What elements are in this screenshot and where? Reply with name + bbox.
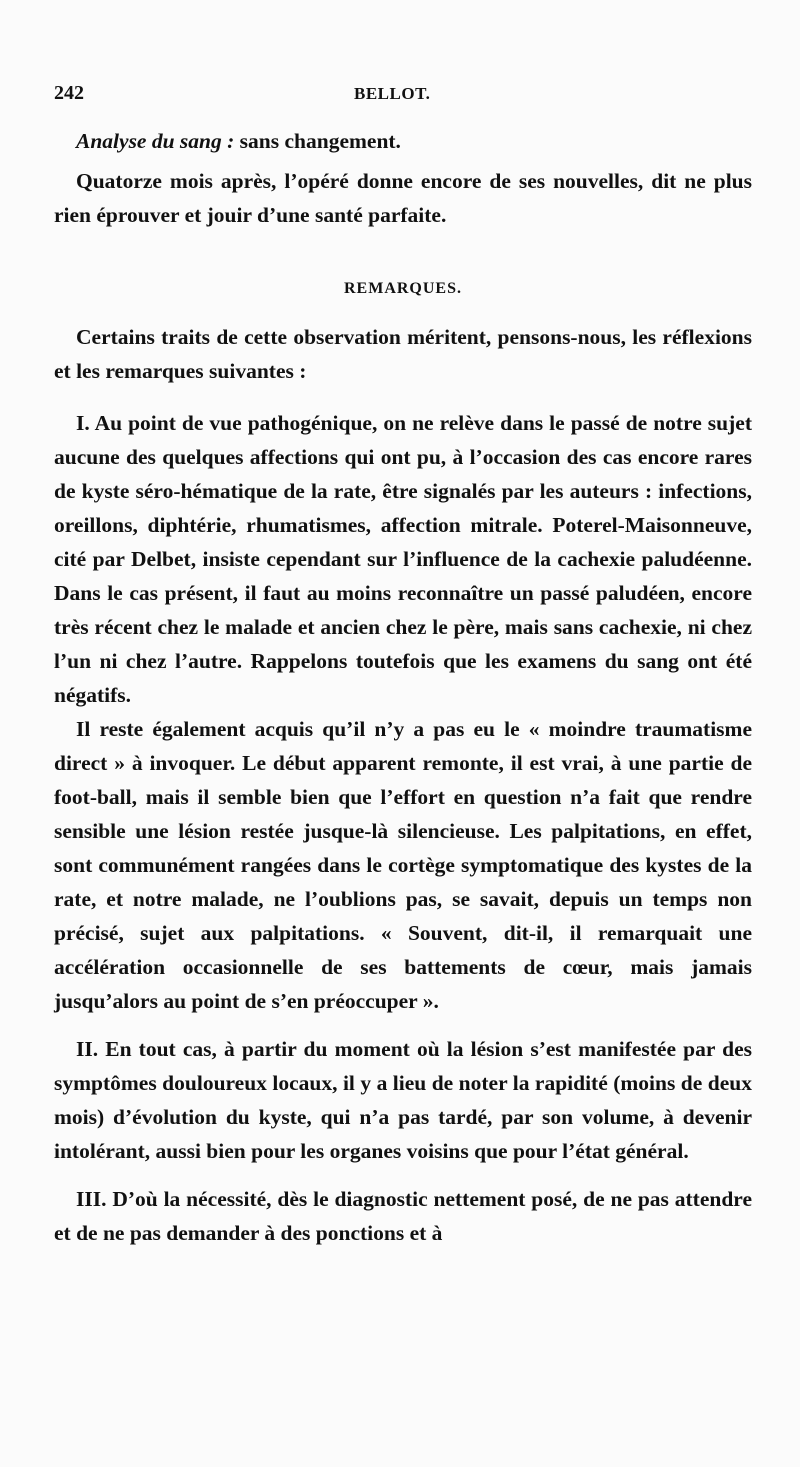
paragraph-remark-2: II. En tout cas, à partir du moment où la lésion s’est manifestée par des symptômes douloureux locaux, il y a lieu de noter la rapidité (moins de deux mois) d’évolution du kyste, qui n’a pas tardé, par son volume, à devenir intolérant, aussi bien pour les organes voisins que pour l’état général.	[54, 1037, 752, 1163]
paragraph-remark-3: III. D’où la nécessité, dès le diagnostic nettement posé, de ne pas attendre et de ne pas demander à des ponctions et à	[54, 1187, 752, 1245]
paragraph-intro: Certains traits de cette observation méritent, pensons-nous, les réflexions et les remarques suivantes :	[54, 325, 752, 383]
section-heading: REMARQUES.	[343, 280, 462, 297]
blood-analysis-line	[76, 124, 752, 158]
paragraph-follow-up: Quatorze mois après, l’opéré donne encore de ses nouvelles, dit ne plus rien éprouver et jouir d’une santé parfaite.	[54, 169, 752, 227]
paragraph-remark-1: I. Au point de vue pathogénique, on ne relève dans le passé de notre sujet aucune des quelques affections qui ont pu, à l’occasion des cas encore rares de kyste séro-hématique de la rate, être signalés par les auteurs : infections, oreillons, diphtérie, rhumatismes, affection mitrale. Poterel-Maisonneuve, cité par Delbet, insiste cependant sur l’influence de la cachexie paludéenne. Dans le cas présent, il faut au moins reconnaître un passé paludéen, encore très récent chez le malade et ancien chez le père, mais sans cachexie, ni chez l’un ni chez l’autre. Rappelons toutefois que les examens du sang ont été négatifs.	[54, 411, 752, 707]
page-number: 242	[54, 82, 84, 104]
paragraph-remark-1-cont: Il reste également acquis qu’il n’y a pas eu le « moindre traumatisme direct » à invoquer. Le début apparent remonte, il est vrai, à une partie de foot-ball, mais il semble bien que l’effort en question n’a fait que rendre sensible une lésion restée jusque-là silencieuse. Les palpitations, en effet, sont communément rangées dans le cortège symptomatique des kystes de la rate, et notre malade, ne l’oublions pas, se savait, depuis un temps non précisé, sujet aux palpitations. « Souvent, dit-il, il remarquait une accélération occasionnelle de ses battements de cœur, mais jamais jusqu’alors au point de s’en préoccuper ».	[54, 717, 752, 1013]
running-head: BELLOT.	[354, 84, 431, 103]
blood-analysis-text: sans changement.	[234, 129, 401, 153]
page-header	[54, 82, 754, 112]
page-body	[54, 124, 752, 1250]
blood-analysis-label: Analyse du sang :	[76, 129, 235, 153]
